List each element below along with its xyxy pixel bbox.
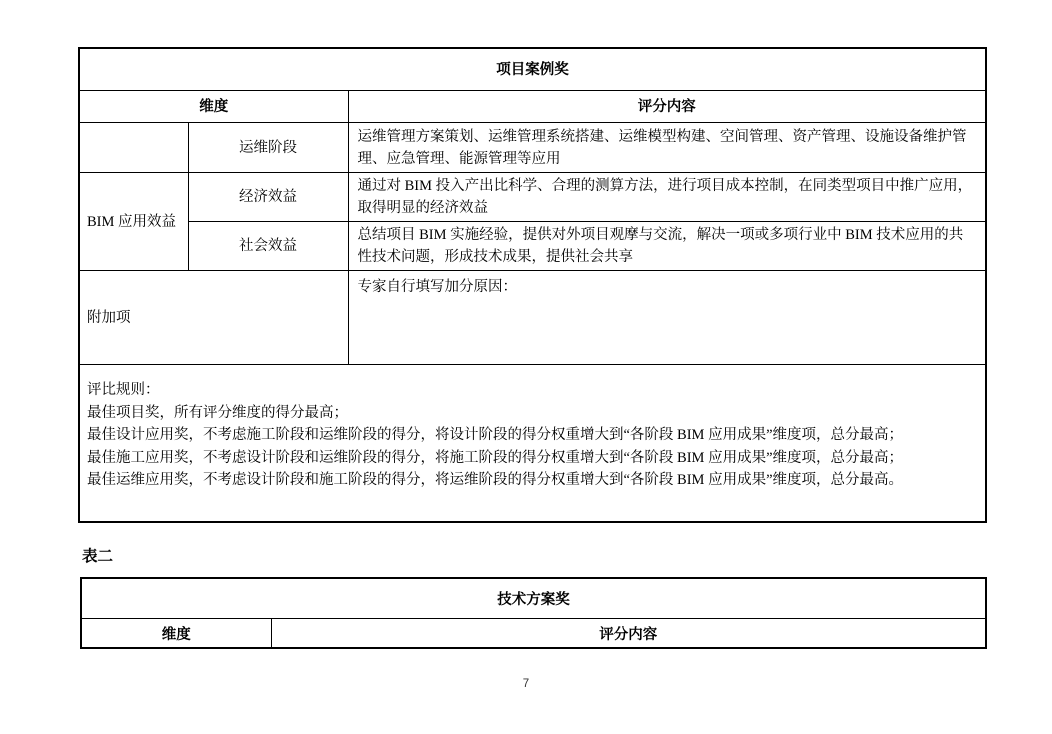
rule-best-project: 最佳项目奖，所有评分维度的得分最高； [87, 404, 348, 421]
table1-row3-subdimension: 社会效益 [188, 222, 348, 271]
rule-best-operation: 最佳运维应用奖，不考虑设计阶段和施工阶段的得分，将运维阶段的得分权重增大到“各阶段 BIM 应用成果”维度项，总分最高。 [87, 472, 904, 488]
table-row [79, 173, 986, 222]
table-row [81, 578, 986, 619]
table-row [79, 91, 986, 123]
table2-title: 技术方案奖 [81, 578, 986, 619]
table-row [81, 619, 986, 649]
table-row [79, 222, 986, 271]
rule-best-construction: 最佳施工应用奖，不考虑设计阶段和运维阶段的得分，将施工阶段的得分权重增大到“各阶段 BIM 应用成果”维度项，总分最高； [87, 449, 904, 466]
table-row [79, 48, 986, 91]
table1-row1-subdimension: 运维阶段 [188, 123, 348, 173]
table1-rules-cell [79, 365, 986, 523]
technical-solution-award-table [80, 577, 987, 649]
table1-row2-content: 通过对 BIM 投入产出比科学、合理的测算方法，进行项目成本控制，在同类型项目中推广应用，取得明显的经济效益 [348, 173, 986, 222]
table-row [79, 271, 986, 365]
table-row [79, 365, 986, 523]
project-case-award-table [78, 47, 987, 523]
table1-bim-benefit-group: BIM 应用效益 [79, 173, 188, 271]
table1-content-header: 评分内容 [348, 91, 986, 123]
table1-title: 项目案例奖 [79, 48, 986, 91]
rules-heading: 评比规则： [87, 382, 160, 398]
table2-content-header: 评分内容 [271, 619, 986, 649]
table1-addon-content: 专家自行填写加分原因： [348, 271, 986, 365]
page-number: 7 [522, 678, 530, 690]
table2-dimension-header: 维度 [81, 619, 271, 649]
rule-best-design: 最佳设计应用奖，不考虑施工阶段和运维阶段的得分，将设计阶段的得分权重增大到“各阶段 BIM 应用成果”维度项，总分最高； [87, 427, 904, 443]
table1-row2-subdimension: 经济效益 [188, 173, 348, 222]
table1-row3-content: 总结项目 BIM 实施经验，提供对外项目观摩与交流，解决一项或多项行业中 BIM 技术应用的共性技术问题，形成技术成果，提供社会共享 [348, 222, 986, 271]
table1-dimension-header: 维度 [79, 91, 348, 123]
table1-row1-content: 运维管理方案策划、运维管理系统搭建、运维模型构建、空间管理、资产管理、设施设备维护管理、应急管理、能源管理等应用 [348, 123, 986, 173]
table1-addon-group: 附加项 [79, 271, 348, 365]
table2-caption: 表二 [82, 548, 114, 565]
table1-row1-group-cell [79, 123, 188, 173]
table-row [79, 123, 986, 173]
